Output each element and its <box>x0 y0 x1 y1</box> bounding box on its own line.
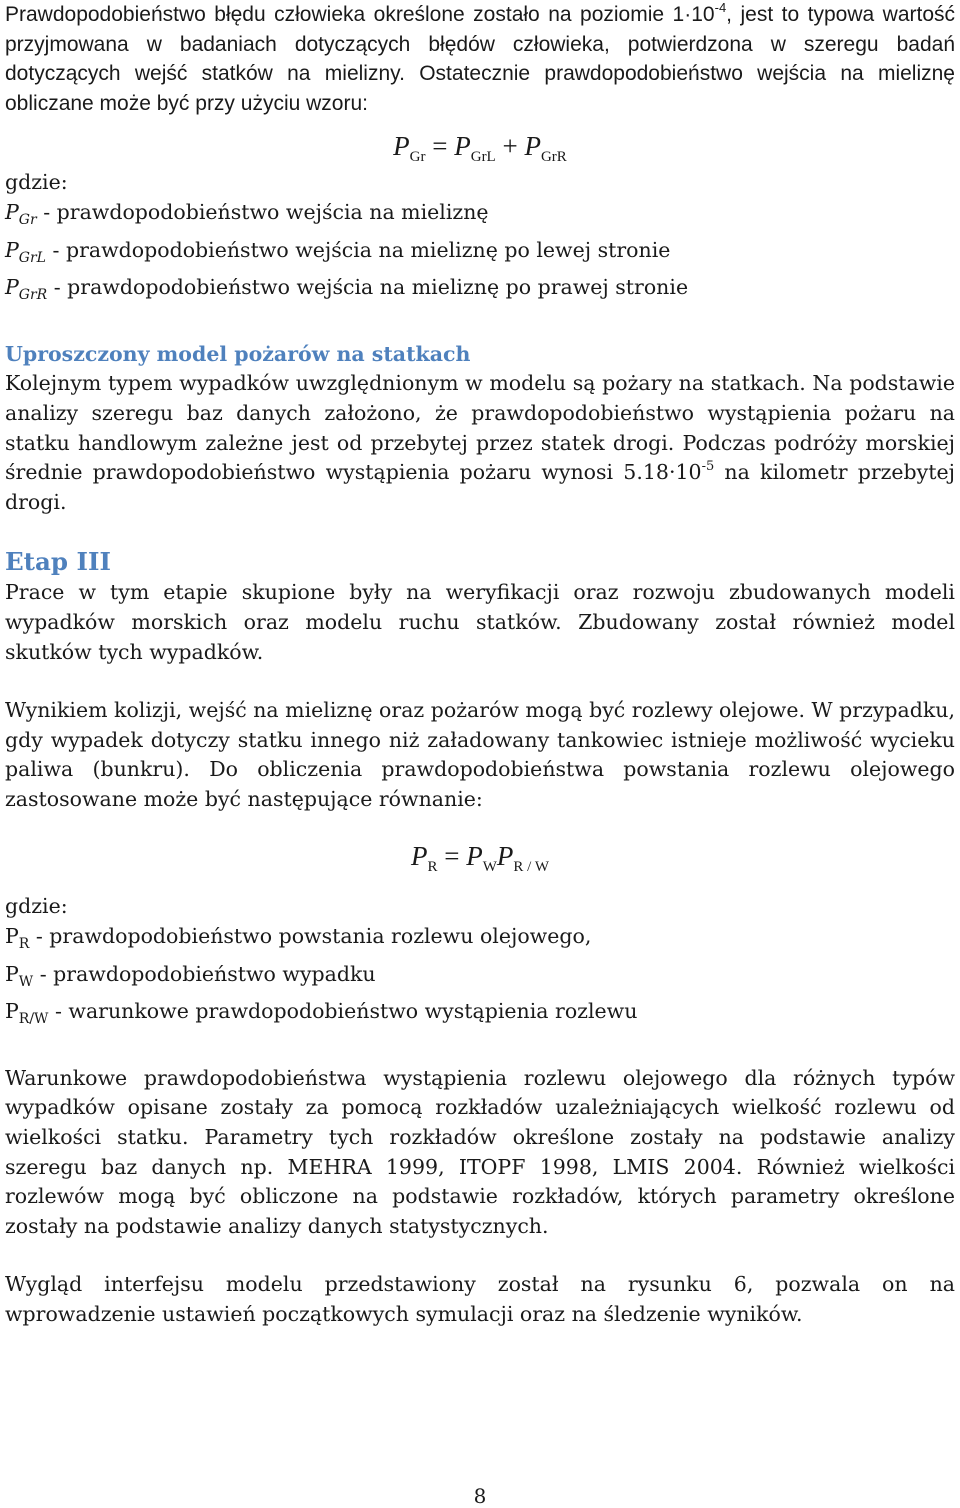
definition-item: $P_{GrL}$ - prawdopodobieństwo wejścia na mieliznę po lewej stronie <box>5 237 671 266</box>
definition-item: $P_{R/W}$ - warunkowe prawdopodobieństwo wystąpienia rozlewu <box>5 999 638 1028</box>
gdzie-label: gdzie: <box>5 894 68 919</box>
oil-spill-paragraph: Wynikiem kolizji, wejść na mieliznę oraz pożarów mogą być rozlewy olejowe. W przypadku, gdy wypadek dotyczy statku innego niż załadowany tankowiec istnieje możliwość wycieku paliwa (bunkru). Do obliczenia prawdopodobieństwa powstania rozlewu olejowego zastosowane może być następujące równanie: <box>5 698 955 811</box>
etap-heading: Etap III <box>5 547 111 577</box>
etap-paragraph: Prace w tym etapie skupione były na weryfikacji oraz rozwoju zbudowanych modeli wypadków morskich oraz modelu ruchu statków. Zbudowany został również model skutków tych wypadków. <box>5 580 955 664</box>
conditional-probability-paragraph: Warunkowe prawdopodobieństwa wystąpienia rozlewu olejowego dla różnych typów wypadków opisane zostały za pomocą rozkładów uzależniających wielkość rozlewu od wielkości statku. Parametry tych rozkładów określone zostały na podstawie analizy szeregu baz danych np. MEHRA 1999, ITOPF 1998, LMIS 2004. Również wielkości rozlewów mogą być obliczone na podstawie rozkładów, których parametry określone zostały na podstawie analizy danych statystycznych. <box>5 1065 955 1238</box>
document-page <box>5 0 955 1330</box>
fire-model-paragraph: Kolejnym typem wypadków uwzględnionym w modelu są pożary na statkach. Na podstawie analizy szeregu baz danych założono, że prawdopodobieństwo wystąpienia pożaru na statku handlowym zależne jest od przebytej przez statek drogi. Podczas podróży morskiej średnie prawdopodobieństwo wystąpienia pożaru wynosi $5.18\cdot 10^{-5}$ na kilometr przebytej drogi. <box>5 371 955 514</box>
grounding-formula: $P_{Gr} = P_{GrL} + P_{GrR}$ <box>393 131 567 166</box>
definition-item: $P_W$ - prawdopodobieństwo wypadku <box>5 961 376 990</box>
spill-formula: $P_R = P_WP_{R / W}$ <box>411 841 549 876</box>
intro-paragraph: Prawdopodobieństwo błędu człowieka określone zostało na poziomie $1\cdot 10^{-4}$, jest to typowa wartość przyjmowana w badaniach dotyczących błędów człowieka, potwierdzona w szeregu badań dotyczących wejść statków na mielizny. Ostatecznie prawdopodobieństwo wejścia na mieliznę obliczane może być przy użyciu wzoru: <box>5 0 956 115</box>
gdzie-label: gdzie: <box>5 170 68 195</box>
page-number: 8 <box>473 1484 487 1508</box>
definition-item: $P_R$ - prawdopodobieństwo powstania rozlewu olejowego, <box>5 924 592 953</box>
definition-item: $P_{GrR}$ - prawdopodobieństwo wejścia na mieliznę po prawej stronie <box>5 275 689 304</box>
definition-item: $P_{Gr}$ - prawdopodobieństwo wejścia na mieliznę <box>5 199 489 228</box>
fire-model-heading: Uproszczony model pożarów na statkach <box>5 341 471 366</box>
interface-paragraph: Wygląd interfejsu modelu przedstawiony został na rysunku 6, pozwala on na wprowadzenie ustawień początkowych symulacji oraz na śledzenie wyników. <box>5 1272 955 1326</box>
